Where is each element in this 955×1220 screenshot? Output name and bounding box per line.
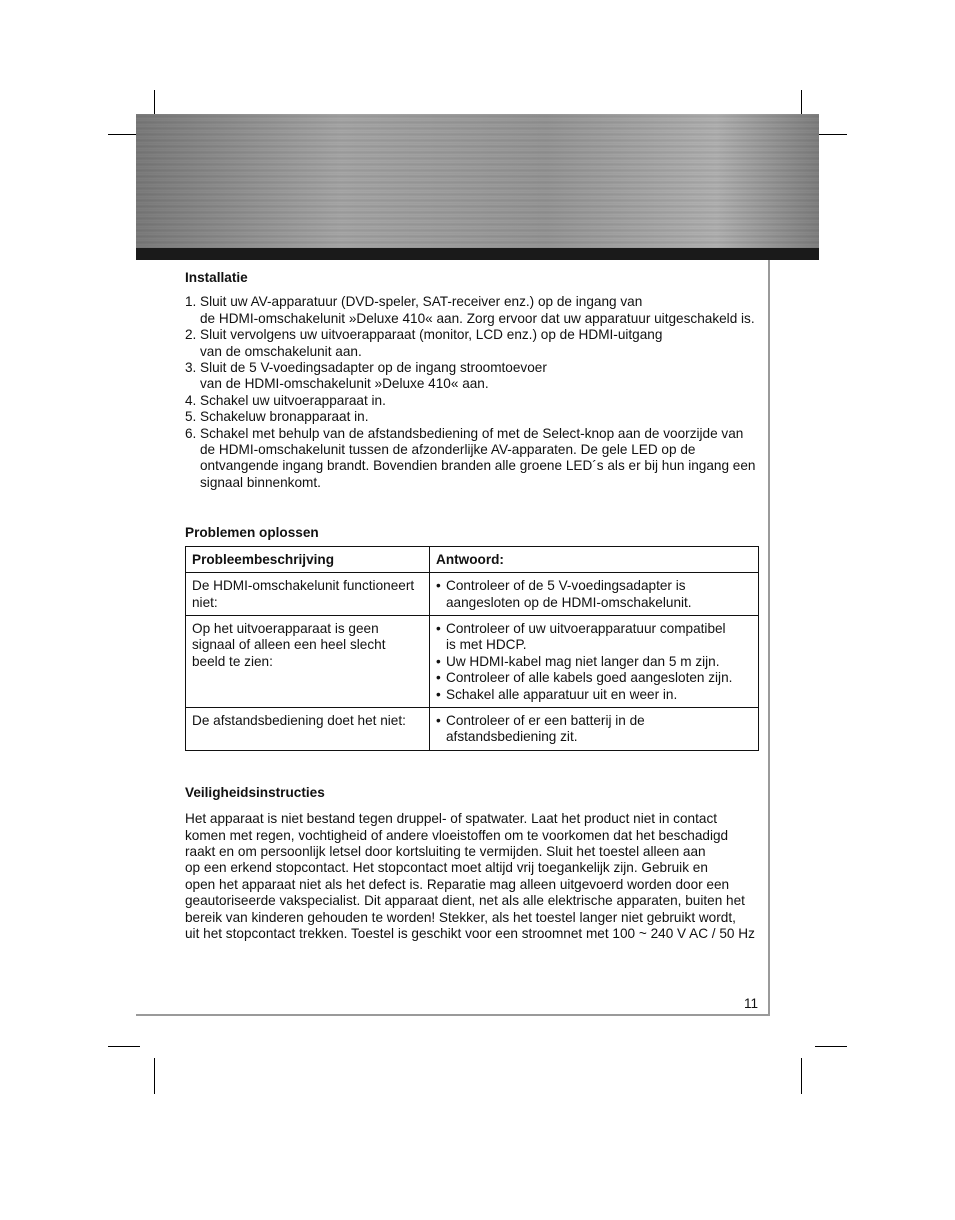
bottom-rule	[136, 1014, 770, 1016]
step-number: 6.	[185, 425, 197, 441]
step-text-line: Sluit uw AV-apparatuur (DVD-speler, SAT-receiver enz.) op de ingang van	[200, 294, 643, 310]
bullet-icon: •	[436, 712, 441, 728]
bullet-icon: •	[436, 620, 441, 636]
table-header-row	[186, 546, 759, 572]
crop-mark	[154, 1058, 155, 1094]
step-text-line: Schakel met behulp van de afstandsbediening of met de Select-knop aan de voorzijde van	[200, 425, 744, 441]
crop-mark	[815, 1046, 847, 1047]
safety-text-line: uit het stopcontact trekken. Toestel is geschikt voor een stroomnet met 100 ~ 240 V AC / 50 Hz	[185, 926, 755, 941]
answer-cell	[430, 707, 759, 750]
problem-cell	[186, 615, 430, 707]
answer-text-line: Controleer of de 5 V-voedingsadapter is	[446, 578, 686, 594]
problem-text-line: beeld te zien:	[192, 653, 273, 669]
step-number: 5.	[185, 409, 197, 425]
troubleshooting-table	[185, 546, 759, 751]
step-number: 4.	[185, 392, 197, 408]
safety-text	[185, 811, 760, 942]
page-number: 11	[744, 996, 759, 1011]
bullet-icon: •	[436, 578, 441, 594]
header-bar	[136, 248, 819, 260]
step-number: 1.	[185, 294, 197, 310]
installation-step	[185, 294, 760, 327]
safety-text-line: geautoriseerde vakspecialist. Dit apparaat dient, net als alle elektrische apparaten, buiten het	[185, 893, 745, 909]
header-problem: Probleembeschrijving	[186, 546, 430, 572]
bullet-icon: •	[436, 670, 441, 686]
answer-cell	[430, 615, 759, 707]
page-content	[185, 270, 760, 942]
answer-item	[436, 713, 752, 746]
safety-text-line: open het apparaat niet als het defect is. Reparatie mag alleen uitgevoerd worden door een	[185, 876, 730, 892]
safety-text-line: Het apparaat is niet bestand tegen druppel- of spatwater. Laat het product niet in contact	[185, 811, 718, 827]
step-text-line: de HDMI-omschakelunit »Deluxe 410« aan. Zorg ervoor dat uw apparatuur uitgeschakeld is.	[200, 310, 755, 326]
problem-text-line: De HDMI-omschakelunit functioneert	[192, 578, 415, 594]
step-text-line: de HDMI-omschakelunit tussen de afzonderlijke AV-apparaten. De gele LED op de	[200, 442, 696, 458]
table-row	[186, 573, 759, 616]
table-row	[186, 707, 759, 750]
header-answer: Antwoord:	[430, 546, 759, 572]
answer-text-line: Controleer of uw uitvoerapparatuur compatibel	[446, 620, 726, 636]
step-text-line: Schakeluw bronapparaat in.	[200, 409, 369, 425]
problem-text-line: De afstandsbediening doet het niet:	[192, 712, 406, 728]
bullet-icon: •	[436, 653, 441, 669]
step-text-line: Sluit vervolgens uw uitvoerapparaat (monitor, LCD enz.) op de HDMI-uitgang	[200, 327, 663, 343]
answer-text-line: Uw HDMI-kabel mag niet langer dan 5 m zijn.	[446, 653, 720, 669]
answer-item	[436, 687, 752, 703]
answer-item	[436, 670, 752, 686]
step-text-line: Schakel uw uitvoerapparaat in.	[200, 392, 386, 408]
bullet-icon: •	[436, 686, 441, 702]
header-texture-band	[136, 114, 819, 248]
step-number: 3.	[185, 360, 197, 376]
installation-step	[185, 409, 760, 425]
problem-text-line: niet:	[192, 594, 218, 610]
problem-cell	[186, 707, 430, 750]
installation-step	[185, 327, 760, 360]
answer-text-line: Controleer of alle kabels goed aangesloten zijn.	[446, 670, 733, 686]
crop-mark	[108, 1046, 140, 1047]
answer-cell	[430, 573, 759, 616]
safety-text-line: komen met regen, vochtigheid of andere vloeistoffen om te voorkomen dat het beschadigd	[185, 827, 729, 843]
installation-step	[185, 360, 760, 393]
answer-text-line: is met HDCP.	[446, 637, 527, 653]
answer-item	[436, 578, 752, 611]
step-text-line: Sluit de 5 V-voedingsadapter op de ingang stroomtoevoer	[200, 360, 547, 376]
crop-mark	[801, 1058, 802, 1094]
step-text-line: van de omschakelunit aan.	[200, 343, 362, 359]
installation-title: Installatie	[185, 270, 248, 285]
answer-text-line: aangesloten op de HDMI-omschakelunit.	[446, 594, 692, 610]
safety-text-line: op een erkend stopcontact. Het stopcontact moet altijd vrij toegankelijk zijn. Gebruik en	[185, 860, 708, 876]
problem-text-line: Op het uitvoerapparaat is geen	[192, 620, 379, 636]
safety-title: Veiligheidsinstructies	[185, 784, 325, 800]
answer-item	[436, 654, 752, 670]
troubleshooting-title: Problemen oplossen	[185, 525, 319, 541]
answer-text-line: afstandsbediening zit.	[446, 729, 578, 745]
answer-text-line: Schakel alle apparatuur uit en weer in.	[446, 686, 678, 702]
step-text-line: signaal binnenkomt.	[200, 474, 321, 490]
problem-cell	[186, 573, 430, 616]
answer-text-line: Controleer of er een batterij in de	[446, 712, 645, 728]
table-row	[186, 615, 759, 707]
right-margin-rule	[768, 260, 770, 1016]
safety-text-line: raakt en om persoonlijk letsel door kortsluiting te vermijden. Sluit het toestel alleen aan	[185, 843, 706, 859]
step-text-line: ontvangende ingang brandt. Bovendien branden alle groene LED´s als er bij hun ingang een	[200, 458, 756, 474]
step-text-line: van de HDMI-omschakelunit »Deluxe 410« aan.	[200, 376, 489, 392]
problem-text-line: signaal of alleen een heel slecht	[192, 637, 386, 653]
safety-text-line: bereik van kinderen gehouden te worden! Stekker, als het toestel langer niet gebruikt wordt,	[185, 909, 736, 925]
installation-steps	[185, 294, 760, 491]
step-number: 2.	[185, 327, 197, 343]
answer-item	[436, 621, 752, 654]
crop-mark	[815, 134, 847, 135]
installation-step	[185, 426, 760, 492]
installation-step	[185, 393, 760, 409]
